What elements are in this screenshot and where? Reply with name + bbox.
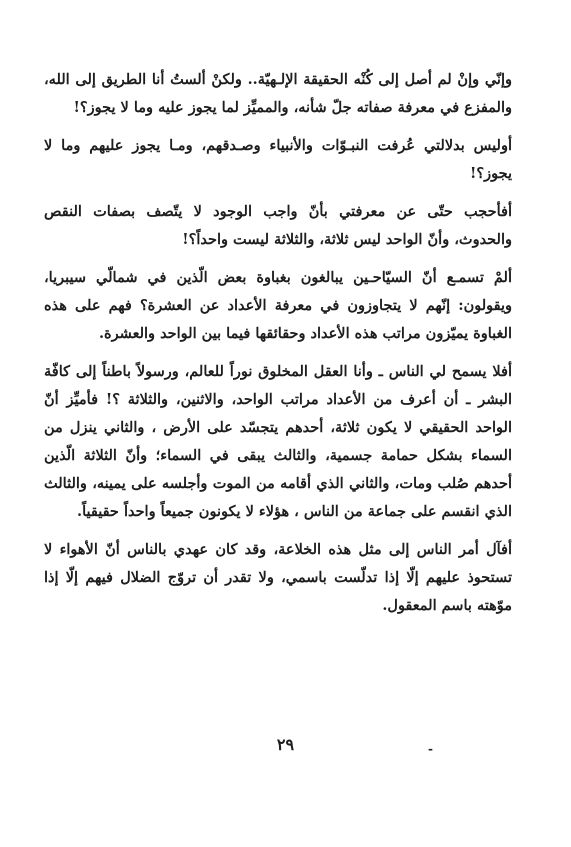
dash-mark: - — [428, 742, 433, 756]
paragraph-1: وإنّي وإنْ لم أصل إلى كُنْه الحقيقة الإلـهيّة.. ولكنْ ألستُ أنا الطريق إلى الله، والمفزع في معرفة صفاته جلّ شأنه، والمميِّز لما يجوز عليه وما لا يجوز؟! — [44, 71, 512, 116]
page-number: ٢٩ — [276, 735, 295, 754]
paragraph-6: أفآل أمر الناس إلى مثل هذه الخلاعة، وقد كان عهدي بالناس أنّ الأهواء لا تستحوذ عليهم إلّا إذا تدلّست باسمي، ولا تقدر أن تروّج الضلال فيهم إلّا إذا موّهته باسم المعقول. — [44, 541, 512, 614]
paragraph-2: أوليس بدلالتي عُرفت النبـوّات والأنبياء وصـدقهم، ومـا يجوز عليهم وما لا يجوز؟! — [44, 137, 512, 182]
paragraph-4: ألمْ تسمـع أنّ السيّاحـين يبالغون بغباوة بعض الّذين في شمالّي سيبريا، ويقولون: إنّهم لا يتجاوزون في معرفة الأعداد عن العشرة؟ فهم على هذه الغباوة يميّزون مراتب هذه الأعداد وحقائقها فيما بين الواحد والعشرة. — [44, 269, 512, 342]
body-text — [44, 66, 512, 630]
paragraph-5: أفلا يسمح لي الناس ـ وأنا العقل المخلوق نوراً للعالم، ورسولاً باطناً إلى كافّة البشر ـ أن أعرف من الأعداد مراتب الواحد، والاثنين، والثلاثة ؟! فأميِّز أنّ الواحد الحقيقي لا يكون ثلاثة، أحدهم يتجسّد على الأرض ، والثاني ينزل من السماء بشكل حمامة جسمية، والثالث يبقى في السماء؛ وأنّ الثلاثة الّذين أحدهم صُلب ومات، والثاني الذي أقامه من الموت وأجلسه على يمينه، والثالث الذي انقسم على جماعة من الناس ، هؤلاء لا يكونون جميعاً واحداً حقيقياً. — [44, 363, 512, 520]
paragraph-3: أفأحجب حتّى عن معرفتي بأنّ واجب الوجود لا يتّصف بصفات النقص والحدوث، وأنّ الواحد ليس ثلاثة، والثلاثة ليست واحداً؟! — [44, 203, 512, 248]
